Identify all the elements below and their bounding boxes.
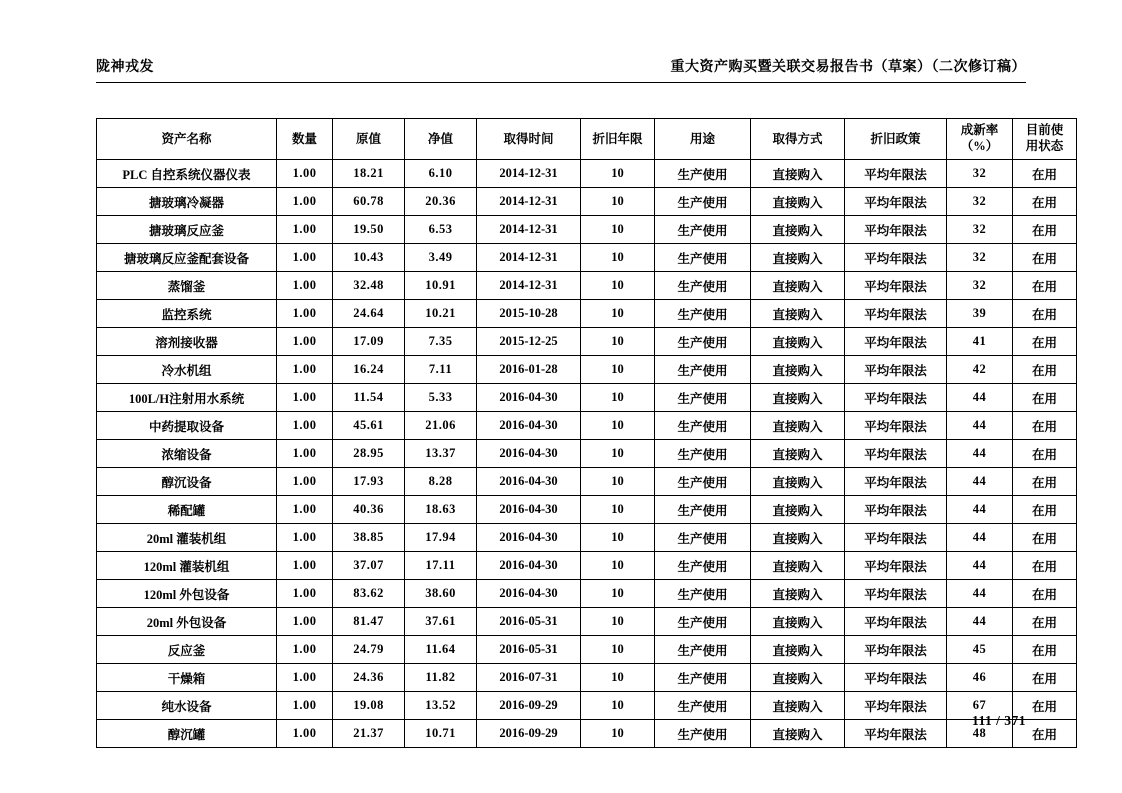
cell-acquire-date: 2016-04-30: [477, 524, 581, 552]
cell-current-status: 在用: [1013, 664, 1077, 692]
table-header-row-group: [97, 119, 1077, 160]
cell-quantity: 1.00: [277, 244, 333, 272]
cell-depreciation-policy: 平均年限法: [845, 300, 947, 328]
cell-asset-name: 监控系统: [97, 300, 277, 328]
cell-usage: 生产使用: [655, 664, 751, 692]
cell-net-value: 38.60: [405, 580, 477, 608]
cell-newness-rate: 44: [947, 440, 1013, 468]
cell-depreciation-years: 10: [581, 244, 655, 272]
cell-quantity: 1.00: [277, 720, 333, 748]
cell-depreciation-policy: 平均年限法: [845, 328, 947, 356]
cell-asset-name: 中药提取设备: [97, 412, 277, 440]
cell-acquire-method: 直接购入: [751, 384, 845, 412]
table-body: [97, 160, 1077, 748]
cell-quantity: 1.00: [277, 608, 333, 636]
cell-acquire-date: 2016-04-30: [477, 496, 581, 524]
cell-asset-name: 醇沉罐: [97, 720, 277, 748]
table-row: [97, 272, 1077, 300]
cell-newness-rate: 44: [947, 384, 1013, 412]
cell-net-value: 18.63: [405, 496, 477, 524]
header-document-title: 重大资产购买暨关联交易报告书（草案）（二次修订稿）: [670, 60, 1026, 75]
cell-newness-rate: 46: [947, 664, 1013, 692]
cell-newness-rate: 45: [947, 636, 1013, 664]
cell-usage: 生产使用: [655, 468, 751, 496]
cell-depreciation-policy: 平均年限法: [845, 188, 947, 216]
cell-net-value: 21.06: [405, 412, 477, 440]
cell-depreciation-years: 10: [581, 328, 655, 356]
cell-depreciation-policy: 平均年限法: [845, 580, 947, 608]
cell-asset-name: 20ml 外包设备: [97, 608, 277, 636]
cell-asset-name: 干燥箱: [97, 664, 277, 692]
cell-depreciation-years: 10: [581, 272, 655, 300]
cell-quantity: 1.00: [277, 636, 333, 664]
cell-net-value: 5.33: [405, 384, 477, 412]
cell-acquire-date: 2016-04-30: [477, 440, 581, 468]
cell-depreciation-policy: 平均年限法: [845, 524, 947, 552]
cell-current-status: 在用: [1013, 272, 1077, 300]
table-row: [97, 160, 1077, 188]
cell-newness-rate: 42: [947, 356, 1013, 384]
cell-newness-rate: 32: [947, 160, 1013, 188]
column-header-current-status: [1013, 119, 1077, 160]
cell-newness-rate: 44: [947, 608, 1013, 636]
cell-depreciation-policy: 平均年限法: [845, 552, 947, 580]
cell-depreciation-years: 10: [581, 720, 655, 748]
cell-depreciation-years: 10: [581, 160, 655, 188]
cell-usage: 生产使用: [655, 524, 751, 552]
table-row: [97, 412, 1077, 440]
cell-current-status: 在用: [1013, 384, 1077, 412]
cell-original-value: 24.36: [333, 664, 405, 692]
cell-current-status: 在用: [1013, 636, 1077, 664]
cell-acquire-method: 直接购入: [751, 216, 845, 244]
cell-depreciation-policy: 平均年限法: [845, 160, 947, 188]
cell-asset-name: 浓缩设备: [97, 440, 277, 468]
table-row: [97, 608, 1077, 636]
cell-depreciation-policy: 平均年限法: [845, 720, 947, 748]
cell-acquire-date: 2016-04-30: [477, 552, 581, 580]
table-row: [97, 496, 1077, 524]
cell-asset-name: 搪玻璃冷凝器: [97, 188, 277, 216]
cell-acquire-method: 直接购入: [751, 496, 845, 524]
cell-acquire-date: 2014-12-31: [477, 244, 581, 272]
table-row: [97, 580, 1077, 608]
cell-depreciation-policy: 平均年限法: [845, 468, 947, 496]
cell-quantity: 1.00: [277, 664, 333, 692]
cell-net-value: 17.11: [405, 552, 477, 580]
cell-current-status: 在用: [1013, 608, 1077, 636]
cell-original-value: 11.54: [333, 384, 405, 412]
cell-acquire-date: 2014-12-31: [477, 160, 581, 188]
cell-asset-name: 搪玻璃反应釜: [97, 216, 277, 244]
cell-asset-name: 醇沉设备: [97, 468, 277, 496]
cell-quantity: 1.00: [277, 580, 333, 608]
cell-depreciation-years: 10: [581, 524, 655, 552]
cell-net-value: 11.82: [405, 664, 477, 692]
cell-newness-rate: 39: [947, 300, 1013, 328]
cell-current-status: 在用: [1013, 244, 1077, 272]
cell-asset-name: 溶剂接收器: [97, 328, 277, 356]
column-header-depreciation-policy: 折旧政策: [845, 119, 947, 160]
cell-current-status: 在用: [1013, 216, 1077, 244]
cell-original-value: 18.21: [333, 160, 405, 188]
cell-net-value: 7.11: [405, 356, 477, 384]
cell-quantity: 1.00: [277, 524, 333, 552]
cell-original-value: 17.93: [333, 468, 405, 496]
cell-quantity: 1.00: [277, 216, 333, 244]
cell-usage: 生产使用: [655, 608, 751, 636]
cell-depreciation-years: 10: [581, 384, 655, 412]
cell-newness-rate: 67: [947, 692, 1013, 720]
column-header-quantity: 数量: [277, 119, 333, 160]
current-status-line-2: 用状态: [1025, 139, 1064, 153]
cell-newness-rate: 44: [947, 552, 1013, 580]
cell-usage: 生产使用: [655, 160, 751, 188]
cell-original-value: 16.24: [333, 356, 405, 384]
cell-acquire-method: 直接购入: [751, 664, 845, 692]
cell-quantity: 1.00: [277, 412, 333, 440]
cell-original-value: 40.36: [333, 496, 405, 524]
table-row: [97, 692, 1077, 720]
table-row: [97, 384, 1077, 412]
cell-quantity: 1.00: [277, 188, 333, 216]
cell-current-status: 在用: [1013, 412, 1077, 440]
cell-quantity: 1.00: [277, 328, 333, 356]
cell-original-value: 19.08: [333, 692, 405, 720]
column-header-acquire-method: 取得方式: [751, 119, 845, 160]
cell-acquire-method: 直接购入: [751, 356, 845, 384]
table-row: [97, 636, 1077, 664]
cell-acquire-method: 直接购入: [751, 608, 845, 636]
cell-asset-name: PLC 自控系统仪器仪表: [97, 160, 277, 188]
cell-usage: 生产使用: [655, 552, 751, 580]
cell-net-value: 13.52: [405, 692, 477, 720]
cell-original-value: 32.48: [333, 272, 405, 300]
cell-current-status: 在用: [1013, 692, 1077, 720]
cell-acquire-date: 2016-04-30: [477, 580, 581, 608]
cell-original-value: 24.64: [333, 300, 405, 328]
cell-acquire-date: 2016-09-29: [477, 720, 581, 748]
cell-net-value: 37.61: [405, 608, 477, 636]
cell-asset-name: 纯水设备: [97, 692, 277, 720]
cell-acquire-date: 2016-04-30: [477, 412, 581, 440]
cell-depreciation-years: 10: [581, 412, 655, 440]
cell-quantity: 1.00: [277, 300, 333, 328]
cell-asset-name: 蒸馏釜: [97, 272, 277, 300]
cell-net-value: 6.10: [405, 160, 477, 188]
cell-depreciation-years: 10: [581, 664, 655, 692]
cell-usage: 生产使用: [655, 356, 751, 384]
cell-newness-rate: 32: [947, 272, 1013, 300]
table-row: [97, 720, 1077, 748]
cell-net-value: 8.28: [405, 468, 477, 496]
header-company-name: 陇神戎发: [96, 60, 154, 75]
cell-current-status: 在用: [1013, 524, 1077, 552]
cell-original-value: 81.47: [333, 608, 405, 636]
cell-net-value: 10.21: [405, 300, 477, 328]
cell-acquire-date: 2016-05-31: [477, 608, 581, 636]
cell-usage: 生产使用: [655, 412, 751, 440]
asset-table-container: [96, 118, 1064, 748]
cell-asset-name: 冷水机组: [97, 356, 277, 384]
cell-newness-rate: 32: [947, 188, 1013, 216]
cell-acquire-date: 2015-12-25: [477, 328, 581, 356]
cell-acquire-method: 直接购入: [751, 720, 845, 748]
cell-current-status: 在用: [1013, 552, 1077, 580]
newness-rate-line-1: 成新率: [960, 123, 999, 138]
cell-newness-rate: 44: [947, 580, 1013, 608]
cell-usage: 生产使用: [655, 496, 751, 524]
cell-acquire-method: 直接购入: [751, 244, 845, 272]
cell-current-status: 在用: [1013, 328, 1077, 356]
cell-depreciation-years: 10: [581, 692, 655, 720]
cell-newness-rate: 32: [947, 216, 1013, 244]
cell-depreciation-policy: 平均年限法: [845, 412, 947, 440]
cell-depreciation-years: 10: [581, 552, 655, 580]
cell-depreciation-years: 10: [581, 636, 655, 664]
cell-current-status: 在用: [1013, 468, 1077, 496]
table-row: [97, 300, 1077, 328]
cell-acquire-method: 直接购入: [751, 636, 845, 664]
cell-acquire-method: 直接购入: [751, 524, 845, 552]
cell-depreciation-policy: 平均年限法: [845, 356, 947, 384]
cell-acquire-method: 直接购入: [751, 188, 845, 216]
cell-asset-name: 120ml 外包设备: [97, 580, 277, 608]
cell-depreciation-policy: 平均年限法: [845, 636, 947, 664]
cell-acquire-method: 直接购入: [751, 468, 845, 496]
newness-rate-line-2: （%）: [960, 139, 999, 153]
cell-usage: 生产使用: [655, 188, 751, 216]
cell-asset-name: 100L/H注射用水系统: [97, 384, 277, 412]
cell-acquire-date: 2016-05-31: [477, 636, 581, 664]
cell-acquire-date: 2016-04-30: [477, 384, 581, 412]
cell-usage: 生产使用: [655, 272, 751, 300]
cell-quantity: 1.00: [277, 356, 333, 384]
cell-acquire-date: 2016-01-28: [477, 356, 581, 384]
cell-net-value: 7.35: [405, 328, 477, 356]
cell-usage: 生产使用: [655, 300, 751, 328]
cell-net-value: 13.37: [405, 440, 477, 468]
cell-usage: 生产使用: [655, 216, 751, 244]
column-header-depreciation-years: 折旧年限: [581, 119, 655, 160]
cell-usage: 生产使用: [655, 244, 751, 272]
cell-original-value: 60.78: [333, 188, 405, 216]
cell-net-value: 10.71: [405, 720, 477, 748]
cell-depreciation-years: 10: [581, 216, 655, 244]
cell-original-value: 45.61: [333, 412, 405, 440]
cell-original-value: 83.62: [333, 580, 405, 608]
cell-usage: 生产使用: [655, 720, 751, 748]
cell-acquire-method: 直接购入: [751, 300, 845, 328]
cell-acquire-method: 直接购入: [751, 692, 845, 720]
asset-table: [96, 118, 1077, 748]
cell-acquire-date: 2014-12-31: [477, 188, 581, 216]
cell-depreciation-years: 10: [581, 440, 655, 468]
cell-acquire-method: 直接购入: [751, 580, 845, 608]
cell-quantity: 1.00: [277, 272, 333, 300]
cell-acquire-method: 直接购入: [751, 272, 845, 300]
cell-original-value: 19.50: [333, 216, 405, 244]
current-status-line-1: 目前使: [1025, 123, 1064, 138]
cell-newness-rate: 44: [947, 412, 1013, 440]
cell-current-status: 在用: [1013, 440, 1077, 468]
cell-net-value: 6.53: [405, 216, 477, 244]
cell-quantity: 1.00: [277, 440, 333, 468]
cell-newness-rate: 48: [947, 720, 1013, 748]
cell-original-value: 10.43: [333, 244, 405, 272]
cell-depreciation-policy: 平均年限法: [845, 384, 947, 412]
cell-depreciation-years: 10: [581, 608, 655, 636]
cell-current-status: 在用: [1013, 580, 1077, 608]
table-row: [97, 440, 1077, 468]
cell-asset-name: 反应釜: [97, 636, 277, 664]
header-divider: [96, 82, 1026, 83]
table-row: [97, 552, 1077, 580]
cell-acquire-method: 直接购入: [751, 552, 845, 580]
cell-acquire-date: 2014-12-31: [477, 216, 581, 244]
cell-asset-name: 20ml 灌装机组: [97, 524, 277, 552]
table-row: [97, 356, 1077, 384]
cell-newness-rate: 44: [947, 468, 1013, 496]
table-row: [97, 216, 1077, 244]
table-header-row: [97, 119, 1077, 160]
cell-acquire-method: 直接购入: [751, 160, 845, 188]
cell-current-status: 在用: [1013, 720, 1077, 748]
table-row: [97, 188, 1077, 216]
cell-current-status: 在用: [1013, 496, 1077, 524]
cell-depreciation-policy: 平均年限法: [845, 272, 947, 300]
table-row: [97, 664, 1077, 692]
cell-acquire-method: 直接购入: [751, 440, 845, 468]
cell-newness-rate: 41: [947, 328, 1013, 356]
cell-asset-name: 120ml 灌装机组: [97, 552, 277, 580]
cell-net-value: 10.91: [405, 272, 477, 300]
cell-acquire-method: 直接购入: [751, 328, 845, 356]
cell-original-value: 37.07: [333, 552, 405, 580]
column-header-original-value: 原值: [333, 119, 405, 160]
cell-depreciation-policy: 平均年限法: [845, 440, 947, 468]
column-header-usage: 用途: [655, 119, 751, 160]
cell-acquire-date: 2014-12-31: [477, 272, 581, 300]
cell-current-status: 在用: [1013, 188, 1077, 216]
cell-quantity: 1.00: [277, 496, 333, 524]
cell-depreciation-policy: 平均年限法: [845, 692, 947, 720]
cell-newness-rate: 32: [947, 244, 1013, 272]
cell-current-status: 在用: [1013, 300, 1077, 328]
cell-quantity: 1.00: [277, 692, 333, 720]
cell-acquire-date: 2016-09-29: [477, 692, 581, 720]
cell-original-value: 28.95: [333, 440, 405, 468]
cell-original-value: 17.09: [333, 328, 405, 356]
cell-net-value: 3.49: [405, 244, 477, 272]
column-header-net-value: 净值: [405, 119, 477, 160]
cell-quantity: 1.00: [277, 468, 333, 496]
cell-quantity: 1.00: [277, 384, 333, 412]
cell-net-value: 11.64: [405, 636, 477, 664]
table-row: [97, 524, 1077, 552]
cell-depreciation-policy: 平均年限法: [845, 608, 947, 636]
cell-original-value: 38.85: [333, 524, 405, 552]
cell-depreciation-years: 10: [581, 580, 655, 608]
cell-depreciation-years: 10: [581, 188, 655, 216]
column-header-asset-name: 资产名称: [97, 119, 277, 160]
cell-depreciation-years: 10: [581, 356, 655, 384]
cell-usage: 生产使用: [655, 580, 751, 608]
cell-newness-rate: 44: [947, 524, 1013, 552]
cell-usage: 生产使用: [655, 440, 751, 468]
table-row: [97, 244, 1077, 272]
cell-net-value: 20.36: [405, 188, 477, 216]
cell-usage: 生产使用: [655, 384, 751, 412]
cell-usage: 生产使用: [655, 328, 751, 356]
column-header-acquire-date: 取得时间: [477, 119, 581, 160]
cell-asset-name: 搪玻璃反应釜配套设备: [97, 244, 277, 272]
column-header-newness-rate: [947, 119, 1013, 160]
cell-net-value: 17.94: [405, 524, 477, 552]
cell-acquire-date: 2015-10-28: [477, 300, 581, 328]
cell-current-status: 在用: [1013, 356, 1077, 384]
cell-usage: 生产使用: [655, 692, 751, 720]
cell-current-status: 在用: [1013, 160, 1077, 188]
cell-quantity: 1.00: [277, 160, 333, 188]
cell-acquire-date: 2016-07-31: [477, 664, 581, 692]
cell-quantity: 1.00: [277, 552, 333, 580]
page-number: 111 / 371: [971, 713, 1026, 728]
cell-acquire-date: 2016-04-30: [477, 468, 581, 496]
cell-original-value: 24.79: [333, 636, 405, 664]
cell-depreciation-policy: 平均年限法: [845, 664, 947, 692]
cell-original-value: 21.37: [333, 720, 405, 748]
table-row: [97, 468, 1077, 496]
cell-depreciation-policy: 平均年限法: [845, 496, 947, 524]
table-row: [97, 328, 1077, 356]
cell-acquire-method: 直接购入: [751, 412, 845, 440]
cell-depreciation-policy: 平均年限法: [845, 216, 947, 244]
cell-newness-rate: 44: [947, 496, 1013, 524]
cell-depreciation-years: 10: [581, 300, 655, 328]
cell-asset-name: 稀配罐: [97, 496, 277, 524]
cell-usage: 生产使用: [655, 636, 751, 664]
cell-depreciation-years: 10: [581, 468, 655, 496]
page-header: [96, 56, 1026, 82]
cell-depreciation-years: 10: [581, 496, 655, 524]
cell-depreciation-policy: 平均年限法: [845, 244, 947, 272]
